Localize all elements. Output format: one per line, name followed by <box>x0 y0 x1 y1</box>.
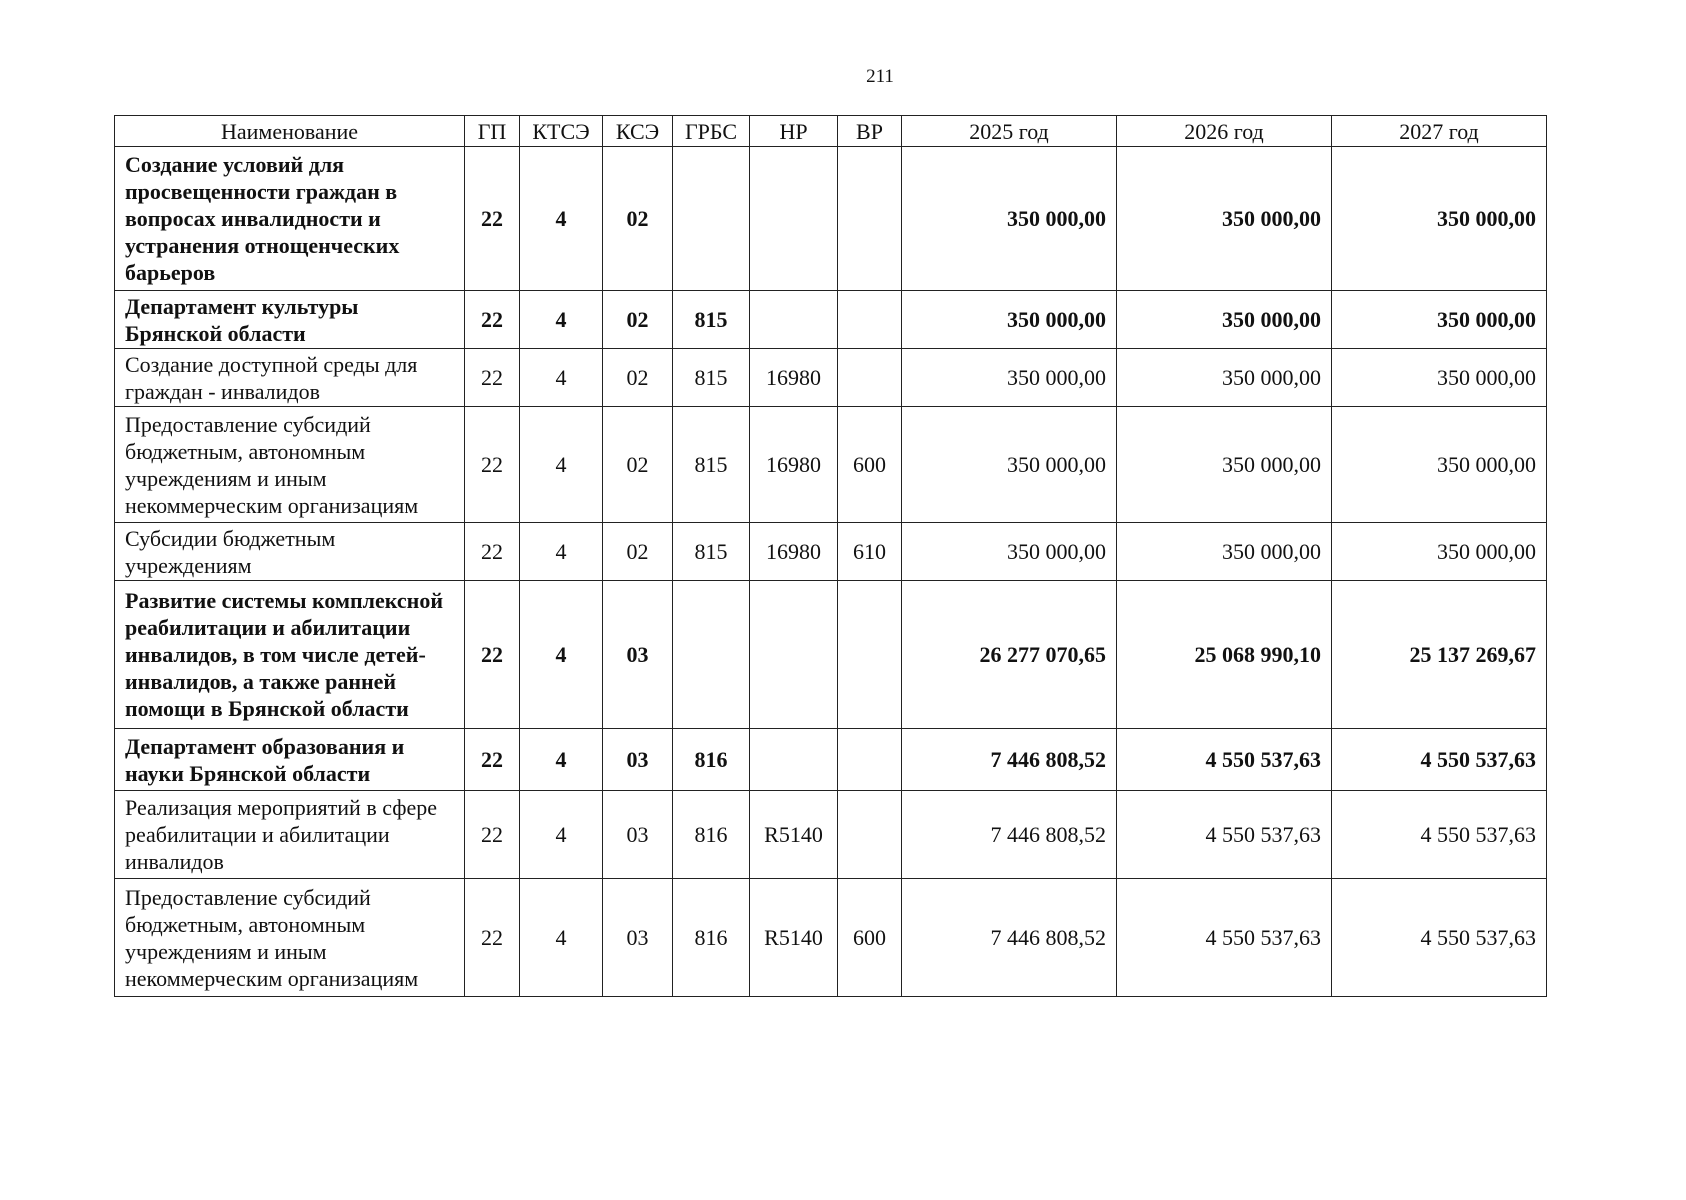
cell-amount-2025: 350 000,00 <box>902 407 1117 523</box>
cell-amount-2025: 7 446 808,52 <box>902 791 1117 879</box>
column-header-ktse: КТСЭ <box>520 116 603 147</box>
table-body <box>115 147 1547 997</box>
cell-nr <box>750 291 838 349</box>
cell-gp: 22 <box>465 581 520 729</box>
cell-grbs: 815 <box>673 291 750 349</box>
cell-amount-2026: 25 068 990,10 <box>1117 581 1332 729</box>
cell-name: Департамент образования и науки Брянской области <box>115 729 465 791</box>
cell-vr <box>838 581 902 729</box>
column-header-2025: 2025 год <box>902 116 1117 147</box>
cell-name: Создание доступной среды для граждан - инвалидов <box>115 349 465 407</box>
cell-amount-2027: 350 000,00 <box>1332 349 1547 407</box>
cell-gp: 22 <box>465 407 520 523</box>
cell-grbs: 815 <box>673 407 750 523</box>
cell-ktse: 4 <box>520 349 603 407</box>
table-row <box>115 291 1547 349</box>
cell-nr <box>750 147 838 291</box>
cell-grbs: 816 <box>673 791 750 879</box>
cell-amount-2026: 350 000,00 <box>1117 147 1332 291</box>
cell-amount-2026: 350 000,00 <box>1117 291 1332 349</box>
cell-kse: 02 <box>603 349 673 407</box>
cell-kse: 02 <box>603 147 673 291</box>
cell-amount-2025: 7 446 808,52 <box>902 879 1117 997</box>
cell-gp: 22 <box>465 791 520 879</box>
cell-vr <box>838 729 902 791</box>
cell-amount-2027: 350 000,00 <box>1332 147 1547 291</box>
table-row <box>115 147 1547 291</box>
cell-ktse: 4 <box>520 879 603 997</box>
cell-kse: 03 <box>603 791 673 879</box>
cell-amount-2026: 350 000,00 <box>1117 349 1332 407</box>
table-row <box>115 729 1547 791</box>
cell-vr: 600 <box>838 879 902 997</box>
cell-nr: 16980 <box>750 349 838 407</box>
cell-name: Реализация мероприятий в сфере реабилитации и абилитации инвалидов <box>115 791 465 879</box>
column-header-2026: 2026 год <box>1117 116 1332 147</box>
column-header-kse: КСЭ <box>603 116 673 147</box>
cell-vr <box>838 147 902 291</box>
cell-vr <box>838 349 902 407</box>
cell-vr <box>838 791 902 879</box>
cell-kse: 02 <box>603 291 673 349</box>
table-row <box>115 879 1547 997</box>
budget-table <box>114 115 1547 997</box>
column-header-name: Наименование <box>115 116 465 147</box>
cell-name: Предоставление субсидий бюджетным, автономным учреждениям и иным некоммерческим организациям <box>115 879 465 997</box>
cell-vr <box>838 291 902 349</box>
cell-ktse: 4 <box>520 523 603 581</box>
cell-amount-2027: 350 000,00 <box>1332 407 1547 523</box>
cell-ktse: 4 <box>520 147 603 291</box>
table-row <box>115 581 1547 729</box>
column-header-gp: ГП <box>465 116 520 147</box>
cell-grbs: 815 <box>673 523 750 581</box>
cell-amount-2027: 350 000,00 <box>1332 523 1547 581</box>
cell-amount-2026: 350 000,00 <box>1117 407 1332 523</box>
cell-kse: 02 <box>603 523 673 581</box>
cell-amount-2027: 4 550 537,63 <box>1332 879 1547 997</box>
cell-amount-2027: 4 550 537,63 <box>1332 729 1547 791</box>
cell-kse: 03 <box>603 581 673 729</box>
cell-nr <box>750 581 838 729</box>
cell-gp: 22 <box>465 147 520 291</box>
cell-nr: R5140 <box>750 879 838 997</box>
cell-amount-2026: 4 550 537,63 <box>1117 879 1332 997</box>
cell-nr: R5140 <box>750 791 838 879</box>
cell-name: Предоставление субсидий бюджетным, автономным учреждениям и иным некоммерческим организациям <box>115 407 465 523</box>
cell-name: Развитие системы комплексной реабилитации и абилитации инвалидов, в том числе детей-инвалидов, а также ранней помощи в Брянской области <box>115 581 465 729</box>
cell-amount-2026: 4 550 537,63 <box>1117 791 1332 879</box>
cell-amount-2026: 350 000,00 <box>1117 523 1332 581</box>
cell-amount-2026: 4 550 537,63 <box>1117 729 1332 791</box>
cell-amount-2025: 7 446 808,52 <box>902 729 1117 791</box>
cell-amount-2027: 350 000,00 <box>1332 291 1547 349</box>
table-header-row <box>115 116 1547 147</box>
column-header-grbs: ГРБС <box>673 116 750 147</box>
cell-amount-2025: 350 000,00 <box>902 523 1117 581</box>
cell-gp: 22 <box>465 349 520 407</box>
table-row <box>115 791 1547 879</box>
cell-ktse: 4 <box>520 581 603 729</box>
page-number: 211 <box>866 66 894 87</box>
cell-grbs <box>673 147 750 291</box>
cell-amount-2027: 4 550 537,63 <box>1332 791 1547 879</box>
table-row <box>115 349 1547 407</box>
cell-kse: 03 <box>603 729 673 791</box>
cell-name: Департамент культуры Брянской области <box>115 291 465 349</box>
cell-kse: 02 <box>603 407 673 523</box>
cell-nr <box>750 729 838 791</box>
table-row <box>115 407 1547 523</box>
cell-grbs: 815 <box>673 349 750 407</box>
column-header-nr: НР <box>750 116 838 147</box>
cell-vr: 610 <box>838 523 902 581</box>
cell-ktse: 4 <box>520 791 603 879</box>
cell-nr: 16980 <box>750 523 838 581</box>
cell-ktse: 4 <box>520 291 603 349</box>
column-header-2027: 2027 год <box>1332 116 1547 147</box>
cell-amount-2025: 350 000,00 <box>902 349 1117 407</box>
column-header-vr: ВР <box>838 116 902 147</box>
cell-amount-2027: 25 137 269,67 <box>1332 581 1547 729</box>
cell-kse: 03 <box>603 879 673 997</box>
cell-ktse: 4 <box>520 729 603 791</box>
cell-grbs: 816 <box>673 729 750 791</box>
cell-nr: 16980 <box>750 407 838 523</box>
cell-amount-2025: 350 000,00 <box>902 291 1117 349</box>
cell-name: Создание условий для просвещенности граждан в вопросах инвалидности и устранения отнощенческих барьеров <box>115 147 465 291</box>
cell-amount-2025: 350 000,00 <box>902 147 1117 291</box>
cell-name: Субсидии бюджетным учреждениям <box>115 523 465 581</box>
cell-ktse: 4 <box>520 407 603 523</box>
cell-gp: 22 <box>465 729 520 791</box>
cell-vr: 600 <box>838 407 902 523</box>
cell-amount-2025: 26 277 070,65 <box>902 581 1117 729</box>
cell-gp: 22 <box>465 523 520 581</box>
cell-gp: 22 <box>465 879 520 997</box>
table-row <box>115 523 1547 581</box>
cell-grbs <box>673 581 750 729</box>
cell-gp: 22 <box>465 291 520 349</box>
cell-grbs: 816 <box>673 879 750 997</box>
